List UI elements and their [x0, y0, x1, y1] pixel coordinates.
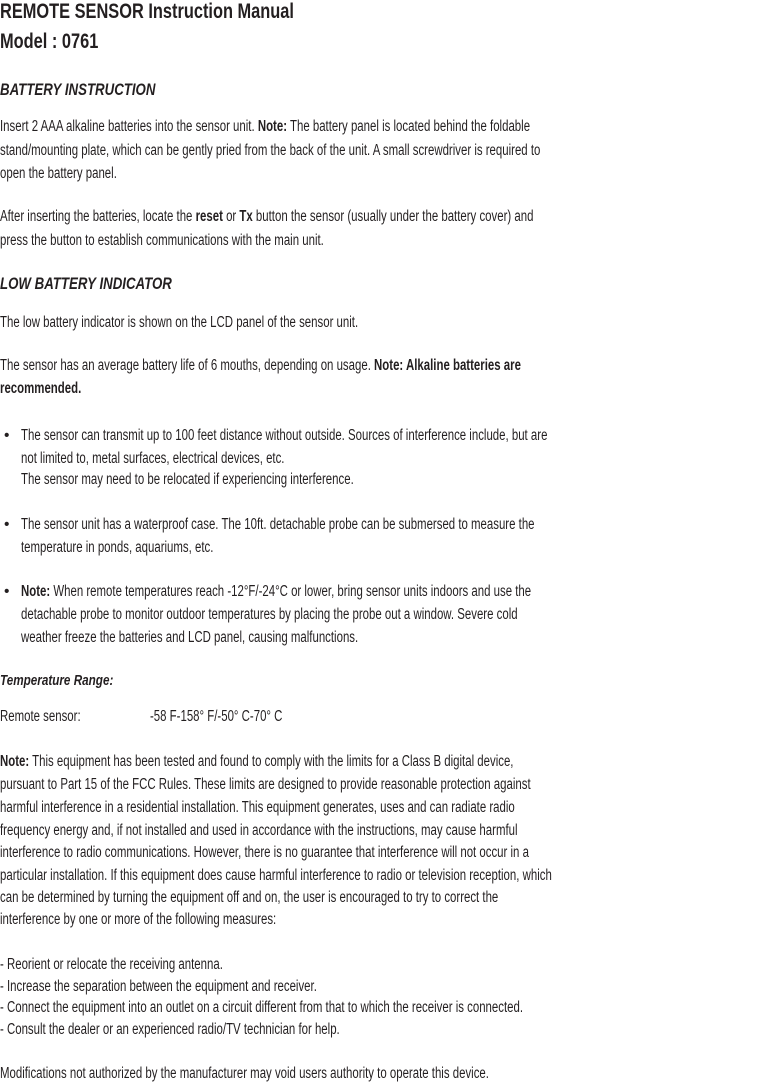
fcc-line-6	[0, 866, 749, 886]
bullet-2-line-2	[21, 538, 282, 558]
bullet-3-line-3-text: weather freeze the batteries and LCD panel, causing malfunctions.	[21, 629, 359, 646]
battery-instruction-heading	[0, 80, 199, 100]
fcc-line-6-text: particular installation. If this equipment does cause harmful interference to radio or television reception, which	[0, 867, 552, 884]
remote-sensor-range-text: -58 F-158° F/-50° C-70° C	[150, 708, 283, 725]
bullet-3-line-1	[21, 582, 713, 602]
bullet-2-line-1	[21, 515, 718, 535]
fcc-line-1	[0, 752, 697, 772]
low-battery-p1-text: The low battery indicator is shown on the LCD panel of the sensor unit.	[0, 314, 359, 331]
measure-1	[0, 955, 302, 975]
reset-label: reset	[195, 208, 223, 225]
bullet-3-line-2-text: detachable probe to monitor outdoor temperatures by placing the probe out a window. Severe cold	[21, 606, 518, 623]
measure-2	[0, 977, 430, 997]
measure-3-text: - Connect the equipment into an outlet on a circuit different from that to which the receiver is connected.	[0, 999, 524, 1016]
recommended-text: recommended.	[0, 380, 82, 397]
fcc-line-5-text: interference to radio communications. However, there is no guarantee that interference will not occur in a	[0, 844, 529, 861]
remote-sensor-range-value	[150, 707, 330, 727]
bullet-3-line-2	[21, 605, 695, 625]
modifications-notice	[0, 1064, 663, 1084]
battery-p2-text-b: button the sensor (usually under the battery cover) and	[252, 208, 534, 225]
bullet-1-line-3-text: The sensor may need to be relocated if experiencing interference.	[21, 471, 354, 488]
low-battery-heading	[0, 274, 220, 294]
bullet-1-line-1-text: The sensor can transmit up to 100 feet distance without outside. Sources of interference include, but are	[21, 427, 548, 444]
battery-p2-line-2-text: press the button to establish communications with the main unit.	[0, 232, 324, 249]
fcc-line-2	[0, 775, 720, 795]
modifications-notice-text: Modifications not authorized by the manufacturer may void users authority to operate this device.	[0, 1065, 489, 1082]
fcc-line-2-text: pursuant to Part 15 of the FCC Rules. These limits are designed to provide reasonable protection against	[0, 776, 531, 793]
bullet-3-symbol: •	[4, 583, 10, 600]
battery-p1-line-1	[0, 117, 719, 137]
battery-p1-line-2-text: stand/mounting plate, which can be gently pried from the back of the unit. A small screwdriver is required to	[0, 142, 541, 159]
measure-3	[0, 998, 710, 1018]
fcc-line-5	[0, 843, 718, 863]
fcc-line-1-text: This equipment has been tested and found to comply with the limits for a Class B digital device,	[29, 753, 514, 770]
fcc-line-4	[0, 821, 702, 841]
fcc-line-3	[0, 798, 698, 818]
bullet-1-line-2	[21, 449, 379, 469]
battery-p1-line-3	[0, 164, 159, 184]
low-battery-p2-line-1	[0, 356, 707, 376]
battery-p1-text-b: The battery panel is located behind the foldable	[287, 118, 531, 135]
battery-p1-text-a: Insert 2 AAA alkaline batteries into the sensor unit.	[0, 118, 258, 135]
low-battery-heading-text: LOW BATTERY INDICATOR	[0, 274, 172, 293]
remote-sensor-label	[0, 707, 109, 727]
title-line-1: REMOTE SENSOR Instruction Manual	[0, 0, 294, 23]
bullet-2-symbol: •	[4, 516, 10, 533]
battery-instruction-heading-text: BATTERY INSTRUCTION	[0, 80, 156, 99]
measure-1-text: - Reorient or relocate the receiving antenna.	[0, 956, 223, 973]
battery-p2-line-2	[0, 231, 439, 251]
bullet-1-symbol: •	[4, 427, 10, 444]
measure-4	[0, 1020, 461, 1040]
battery-p1-line-2	[0, 141, 733, 161]
bullet-2-line-1-text: The sensor unit has a waterproof case. The 10ft. detachable probe can be submersed to measure the	[21, 516, 535, 533]
bullet-2-line-2-text: temperature in ponds, aquariums, etc.	[21, 539, 214, 556]
fcc-line-7	[0, 888, 676, 908]
bullet-1-line-1	[21, 426, 735, 446]
measure-4-text: - Consult the dealer or an experienced radio/TV technician for help.	[0, 1021, 340, 1038]
bullet-1-line-2-text: not limited to, metal surfaces, electrical devices, etc.	[21, 450, 285, 467]
fcc-line-3-text: harmful interference in a residential installation. This equipment generates, uses and can radiate radio	[0, 799, 515, 816]
temperature-range-heading-text: Temperature Range:	[0, 672, 114, 689]
document-title	[0, 0, 377, 24]
battery-p2-text-a: After inserting the batteries, locate the	[0, 208, 196, 225]
tx-label: Tx	[239, 208, 253, 225]
low-battery-p2-text-a: The sensor has an average battery life of 6 mouths, depending on usage.	[0, 357, 375, 374]
fcc-note-label: Note:	[0, 753, 30, 770]
battery-p2-line-1	[0, 207, 724, 227]
bullet-3-line-3	[21, 628, 479, 648]
bullet-3-line-1-text: When remote temperatures reach -12°F/-24°C or lower, bring sensor units indoors and use the	[50, 583, 532, 600]
low-battery-p2-line-2	[0, 379, 110, 399]
fcc-line-4-text: frequency energy and, if not installed and used in accordance with the instructions, may cause harmful	[0, 822, 518, 839]
remote-sensor-label-text: Remote sensor:	[0, 708, 81, 725]
battery-p1-line-3-text: open the battery panel.	[0, 165, 117, 182]
fcc-line-7-text: can be determined by turning the equipment off and on, the user is encouraged to try to correct the	[0, 889, 499, 906]
fcc-line-8-text: interference by one or more of the following measures:	[0, 911, 277, 928]
bullet-3-note-label: Note:	[21, 583, 51, 600]
temperature-range-heading	[0, 671, 145, 691]
alkaline-note: Note: Alkaline batteries are	[374, 357, 521, 374]
measure-2-text: - Increase the separation between the equipment and receiver.	[0, 978, 317, 995]
model-number	[0, 30, 126, 54]
fcc-line-8	[0, 910, 375, 930]
title-line-2: Model : 0761	[0, 30, 99, 53]
battery-note-label: Note:	[257, 118, 288, 135]
low-battery-p1	[0, 313, 486, 333]
battery-p2-or: or	[222, 208, 240, 225]
bullet-1-line-3	[21, 470, 472, 490]
